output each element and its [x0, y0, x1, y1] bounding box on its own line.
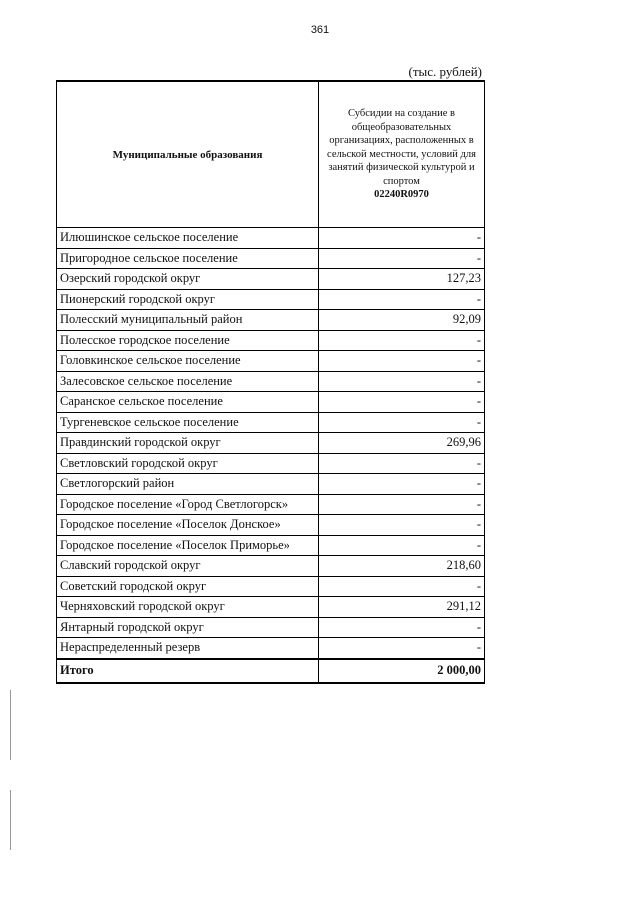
table-row [57, 515, 485, 536]
margin-scan-mark [10, 790, 11, 850]
municipality-name: Светлогорский район [57, 474, 319, 495]
subsidy-value: - [319, 289, 485, 310]
subsidy-value: 269,96 [319, 433, 485, 454]
subsidy-value: 291,12 [319, 597, 485, 618]
subsidy-value: - [319, 576, 485, 597]
table-row [57, 617, 485, 638]
subsidy-value: - [319, 474, 485, 495]
table-row [57, 576, 485, 597]
municipality-name: Полесское городское поселение [57, 330, 319, 351]
municipality-name: Янтарный городской округ [57, 617, 319, 638]
table-row [57, 228, 485, 249]
table-header-row [57, 81, 485, 228]
column-header-municipalities: Муниципальные образования [57, 81, 319, 228]
units-label: (тыс. рублей) [408, 64, 482, 79]
margin-scan-mark [10, 690, 11, 760]
table-row [57, 269, 485, 290]
municipality-name: Тургеневское сельское поселение [57, 412, 319, 433]
column-header-subsidy [319, 81, 485, 228]
municipality-name: Полесский муниципальный район [57, 310, 319, 331]
subsidy-value: 218,60 [319, 556, 485, 577]
subsidy-value: - [319, 351, 485, 372]
table-row [57, 310, 485, 331]
municipality-name: Светловский городской округ [57, 453, 319, 474]
municipality-name: Пионерский городской округ [57, 289, 319, 310]
municipality-name: Пригородное сельское поселение [57, 248, 319, 269]
municipality-name: Городское поселение «Город Светлогорск» [57, 494, 319, 515]
total-value: 2 000,00 [319, 659, 485, 683]
subsidy-value: 127,23 [319, 269, 485, 290]
table-row [57, 453, 485, 474]
subsidy-table [56, 80, 485, 684]
subsidy-header-text: Субсидии на создание в общеобразовательных организациях, расположенных в сельской местности, условий для занятий физической культурой и спортом [327, 108, 476, 187]
page-number: 361 [310, 24, 330, 36]
subsidy-value: - [319, 638, 485, 659]
municipality-name: Саранское сельское поселение [57, 392, 319, 413]
subsidy-value: - [319, 371, 485, 392]
municipality-name: Славский городской округ [57, 556, 319, 577]
municipality-name: Залесовское сельское поселение [57, 371, 319, 392]
table-row [57, 351, 485, 372]
total-row [57, 659, 485, 683]
table-row [57, 371, 485, 392]
subsidy-value: 92,09 [319, 310, 485, 331]
budget-code: 02240R0970 [374, 189, 429, 201]
total-label: Итого [57, 659, 319, 683]
subsidy-value: - [319, 453, 485, 474]
subsidy-value: - [319, 617, 485, 638]
table-row [57, 535, 485, 556]
table-row [57, 556, 485, 577]
table-row [57, 494, 485, 515]
table-row [57, 433, 485, 454]
subsidy-value: - [319, 392, 485, 413]
table-row [57, 392, 485, 413]
municipality-name: Илюшинское сельское поселение [57, 228, 319, 249]
subsidy-value: - [319, 412, 485, 433]
municipality-name: Озерский городской округ [57, 269, 319, 290]
subsidy-value: - [319, 228, 485, 249]
subsidy-value: - [319, 515, 485, 536]
table-row [57, 248, 485, 269]
municipality-name: Головкинское сельское поселение [57, 351, 319, 372]
municipality-name: Нераспределенный резерв [57, 638, 319, 659]
municipality-name: Городское поселение «Поселок Приморье» [57, 535, 319, 556]
municipality-name: Черняховский городской округ [57, 597, 319, 618]
subsidy-value: - [319, 248, 485, 269]
municipality-name: Городское поселение «Поселок Донское» [57, 515, 319, 536]
municipality-name: Советский городской округ [57, 576, 319, 597]
subsidy-value: - [319, 494, 485, 515]
table-row [57, 412, 485, 433]
table-row [57, 597, 485, 618]
table-row [57, 474, 485, 495]
table-row [57, 638, 485, 659]
table-row [57, 289, 485, 310]
municipality-name: Правдинский городской округ [57, 433, 319, 454]
subsidy-value: - [319, 535, 485, 556]
table-row [57, 330, 485, 351]
subsidy-value: - [319, 330, 485, 351]
